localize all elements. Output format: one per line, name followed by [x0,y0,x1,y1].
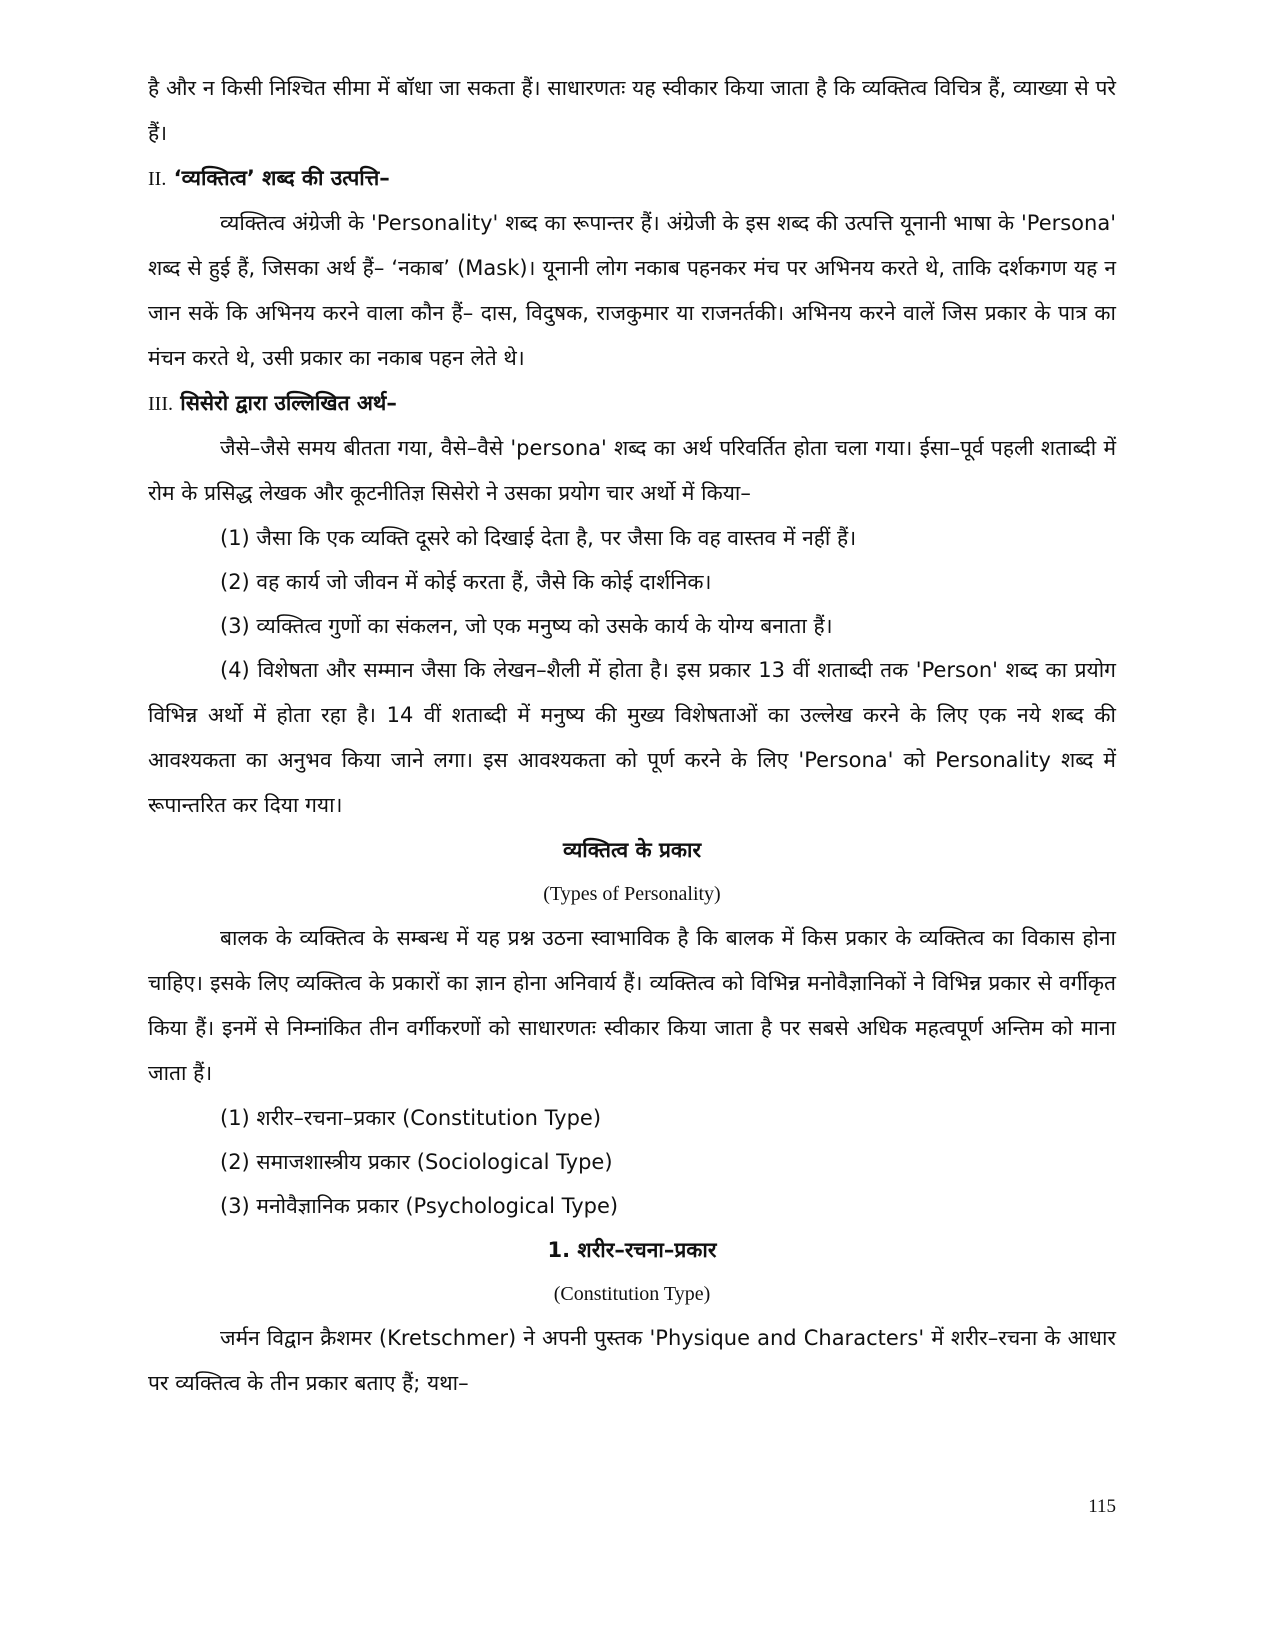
section-3-number: III. [148,393,173,415]
section-3-title: सिसेरो द्वारा उल्लिखित अर्थ– [180,391,397,415]
section-3-heading [148,381,1116,426]
constitution-paragraph: जर्मन विद्वान क्रैशमर (Kretschmer) ने अपनी पुस्तक 'Physique and Characters' में शरीर–रचना के आधार पर व्यक्तित्व के तीन प्रकार बताए हैं; यथा– [148,1326,1116,1395]
section-2-number: II. [148,168,167,190]
item-4-paragraph: (4) विशेषता और सम्मान जैसा कि लेखन–शैली में होता है। इस प्रकार 13 वीं शताब्दी तक 'Person' शब्द का प्रयोग विभिन्न अर्थो में होता रहा है। 14 वीं शताब्दी में मनुष्य की मुख्य विशेषताओं का उल्लेख करने के लिए एक नये शब्द की आवश्यकता का अनुभव किया जाने लगा। इस आवश्यकता को पूर्ण करने के लिए 'Persona' को Personality शब्द में रूपान्तरित कर दिया गया। [148,658,1116,817]
list-item: (3) व्यक्तित्व गुणों का संकलन, जो एक मनुष्य को उसके कार्य के योग्य बनाता हैं। [220,614,833,638]
constitution-subtitle: (Constitution Type) [553,1283,711,1305]
intro-paragraph: है और न किसी निश्चित सीमा में बॉधा जा सकता हैं। साधारणतः यह स्वीकार किया जाता है कि व्यक्तित्व विचित्र हैं, व्याख्या से परे हैं। [148,76,1116,145]
list-item: (2) समाजशास्त्रीय प्रकार (Sociological Type) [220,1150,613,1174]
types-paragraph: बालक के व्यक्तित्व के सम्बन्ध में यह प्रश्न उठना स्वाभाविक है कि बालक में किस प्रकार के व्यक्तित्व का विकास होना चाहिए। इसके लिए व्यक्तित्व के प्रकारों का ज्ञान होना अनिवार्य हैं। व्यक्तित्व को विभिन्न मनोवैज्ञानिकों ने विभिन्न प्रकार से वर्गीकृत किया हैं। इनमें से निम्नांकित तीन वर्गीकरणों को साधारणतः स्वीकार किया जाता है पर सबसे अधिक महत्वपूर्ण अन्तिम को माना जाता हैं। [148,926,1116,1085]
types-subtitle: (Types of Personality) [543,883,721,905]
list-item: (1) शरीर–रचना–प्रकार (Constitution Type) [220,1106,602,1130]
section-3-paragraph: जैसे–जैसे समय बीतता गया, वैसे–वैसे 'persona' शब्द का अर्थ परिवर्तित होता चला गया। ईसा–पूर्व पहली शताब्दी में रोम के प्रसिद्ध लेखक और कूटनीतिज्ञ सिसेरो ने उसका प्रयोग चार अर्थो में किया– [148,436,1116,505]
list-item: (3) मनोवैज्ञानिक प्रकार (Psychological Type) [220,1194,619,1218]
list-item: (2) वह कार्य जो जीवन में कोई करता हैं, जैसे कि कोई दार्शनिक। [220,570,712,594]
section-2-paragraph: व्यक्तित्व अंग्रेजी के 'Personality' शब्द का रूपान्तर हैं। अंग्रेजी के इस शब्द की उत्पत्ति यूनानी भाषा के 'Persona' शब्द से हुई हैं, जिसका अर्थ हैं– ‘नकाब’ (Mask)। यूनानी लोग नकाब पहनकर मंच पर अभिनय करते थे, ताकि दर्शकगण यह न जान सकें कि अभिनय करने वाला कौन हैं– दास, विदुषक, राजकुमार या राजनर्तकी। अभिनय करने वालें जिस प्रकार के पात्र का मंचन करते थे, उसी प्रकार का नकाब पहन लेते थे। [148,211,1116,370]
list-item: (1) जैसा कि एक व्यक्ति दूसरे को दिखाई देता है, पर जैसा कि वह वास्तव में नहीं हैं। [220,526,857,550]
section-2-title: ‘व्यक्तित्व’ शब्द की उत्पत्ति– [173,166,390,190]
section-2-heading [148,156,1116,201]
types-title: व्यक्तित्व के प्रकार [562,838,702,862]
constitution-title: 1. शरीर–रचना–प्रकार [547,1238,717,1262]
page-number: 115 [1088,1496,1116,1517]
